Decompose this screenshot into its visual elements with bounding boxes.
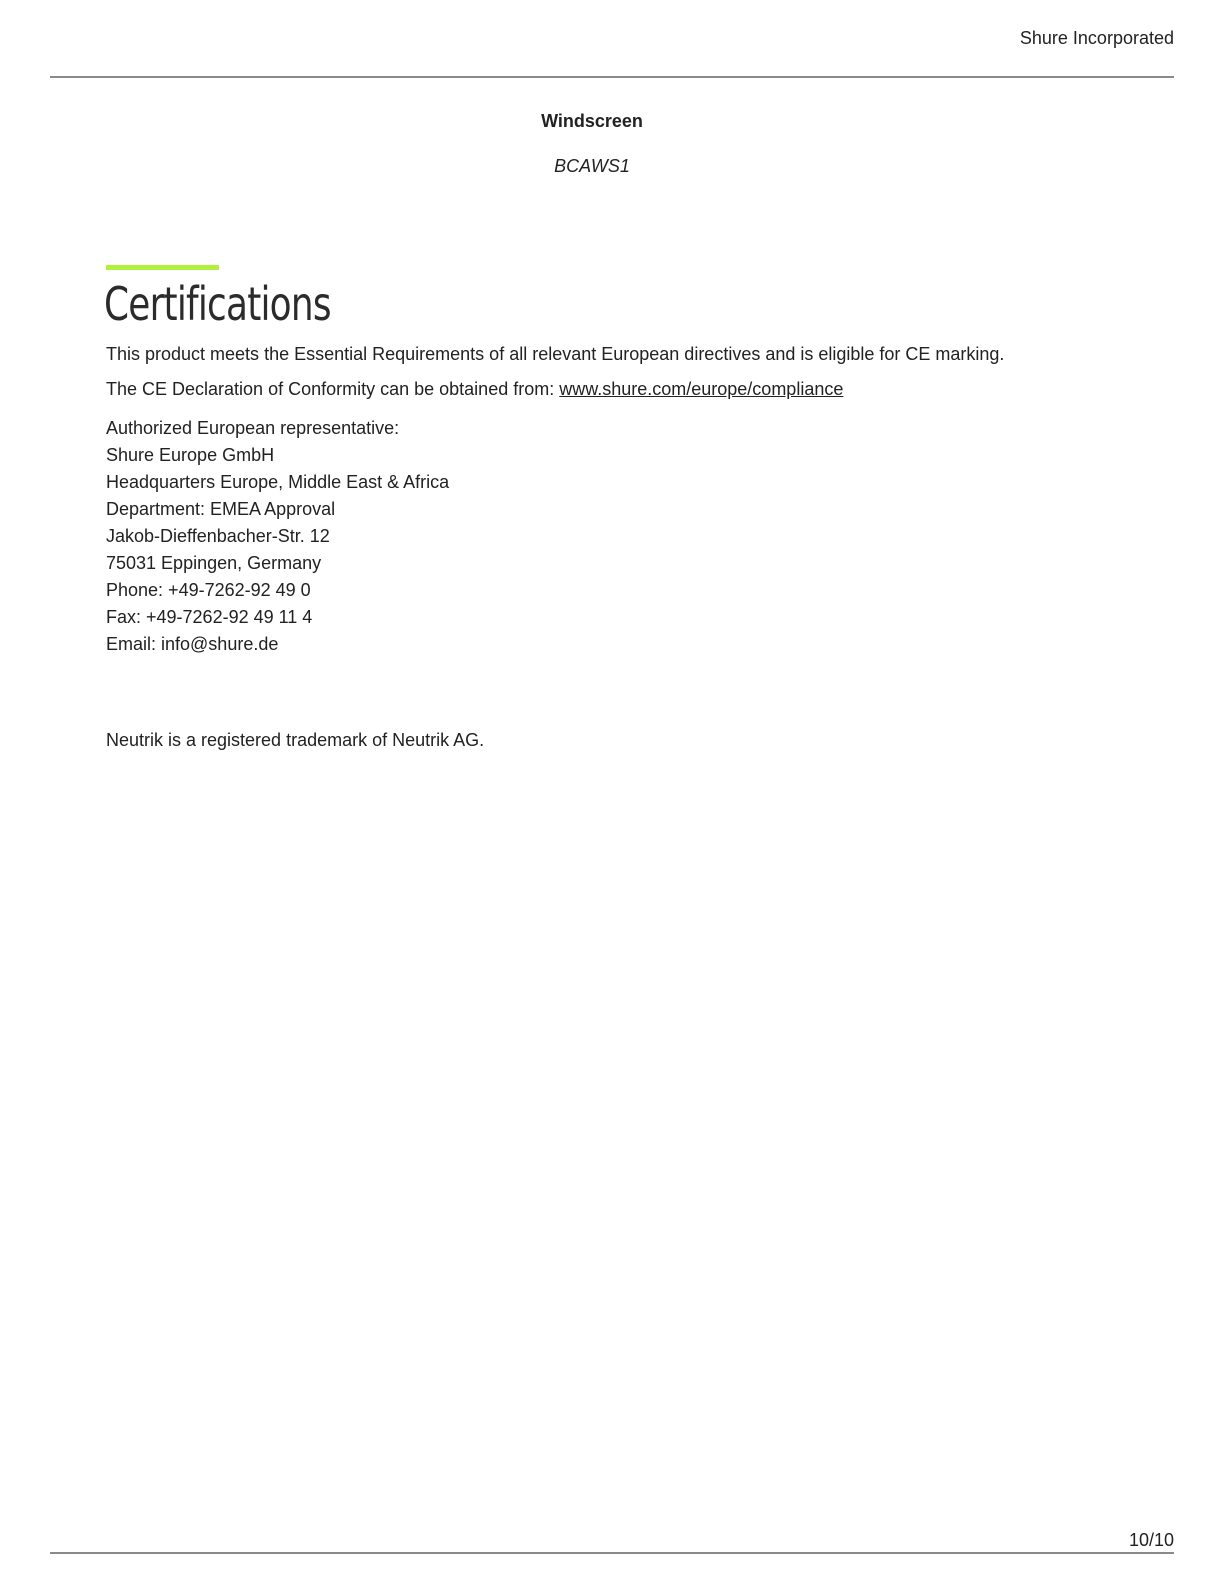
address-line: Email: info@shure.de [106,634,279,654]
address-line: Fax: +49-7262-92 49 11 4 [106,607,313,627]
page-number: 10/10 [1128,1530,1174,1550]
footer-divider [50,1552,1174,1554]
address-line: Phone: +49-7262-92 49 0 [106,580,311,600]
declaration-prefix: The CE Declaration of Conformity can be obtained from: [106,379,560,399]
address-line: Authorized European representative: [106,418,400,438]
representative-address [106,415,449,658]
address-line: Headquarters Europe, Middle East & Africa [106,472,450,492]
section-title: Certifications [104,277,331,331]
address-line: Department: EMEA Approval [106,499,336,519]
ce-statement: This product meets the Essential Requirements of all relevant European directives and is eligible for CE marking. [106,344,1005,364]
header-company-name: Shure Incorporated [1019,28,1174,48]
declaration-paragraph [106,378,843,400]
trademark-note: Neutrik is a registered trademark of Neutrik AG. [106,730,485,750]
product-name: Windscreen [541,111,643,131]
compliance-link[interactable]: www.shure.com/europe/compliance [559,379,844,399]
address-line: Jakob-Dieffenbacher-Str. 12 [106,526,330,546]
section-accent-bar [106,265,219,270]
address-line: 75031 Eppingen, Germany [106,553,322,573]
product-model: BCAWS1 [554,156,630,176]
address-line: Shure Europe GmbH [106,445,275,465]
header-divider [50,76,1174,78]
